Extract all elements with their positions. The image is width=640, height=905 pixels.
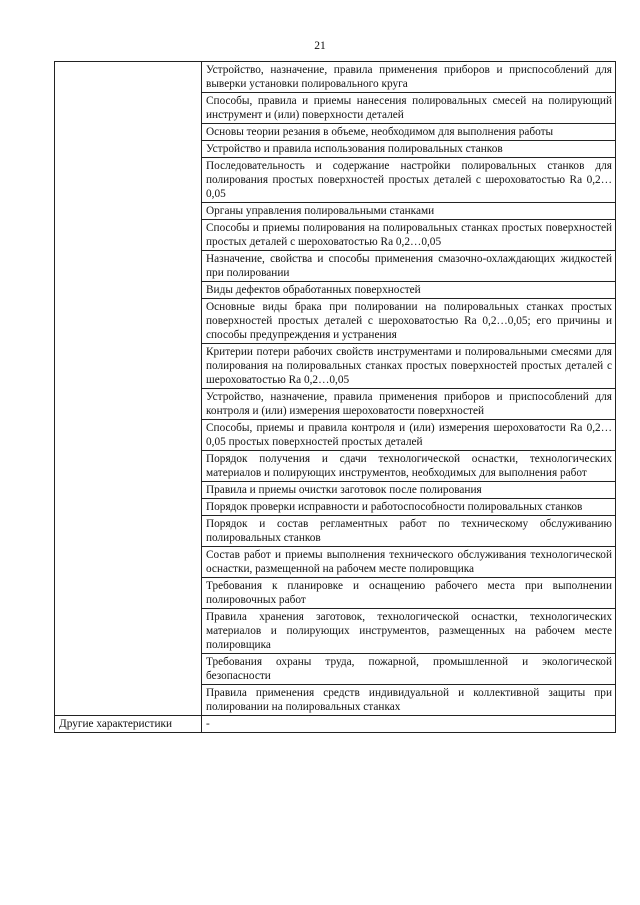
left-header-cell: [55, 62, 202, 716]
knowledge-item: Критерии потери рабочих свойств инструментами и полировальными смесями для полирования на полировальных станках простых поверхностей простых деталей с шероховатостью Ra 0,2…0,05: [202, 344, 616, 389]
knowledge-item: Органы управления полировальными станками: [202, 203, 616, 220]
knowledge-item: Требования к планировке и оснащению рабочего места при выполнении полировочных работ: [202, 578, 616, 609]
table-row: [55, 716, 616, 733]
knowledge-item: Устройство, назначение, правила применения приборов и приспособлений для выверки установки полировального круга: [202, 62, 616, 93]
knowledge-item: Правила хранения заготовок, технологической оснастки, технологических материалов и полирующих инструментов, размещенных на рабочем месте полировщика: [202, 609, 616, 654]
knowledge-item: Виды дефектов обработанных поверхностей: [202, 282, 616, 299]
knowledge-item: Способы, приемы и правила контроля и (или) измерения шероховатости Ra 0,2…0,05 простых поверхностей простых деталей: [202, 420, 616, 451]
knowledge-item: Основные виды брака при полировании на полировальных станках простых поверхностей простых деталей с шероховатостью Ra 0,2…0,05; его причины и способы предупреждения и устранения: [202, 299, 616, 344]
knowledge-item: Основы теории резания в объеме, необходимом для выполнения работы: [202, 124, 616, 141]
knowledge-item: Устройство и правила использования полировальных станков: [202, 141, 616, 158]
table-row: [55, 62, 616, 93]
knowledge-item: Способы, правила и приемы нанесения полировальных смесей на полирующий инструмент и (или) поверхности деталей: [202, 93, 616, 124]
other-characteristics-label: Другие характеристики: [55, 716, 202, 733]
knowledge-item: Способы и приемы полирования на полировальных станках простых поверхностей простых деталей с шероховатостью Ra 0,2…0,05: [202, 220, 616, 251]
knowledge-item: Правила применения средств индивидуальной и коллективной защиты при полировании на полировальных станках: [202, 685, 616, 716]
other-characteristics-value: -: [202, 716, 616, 733]
knowledge-item: Порядок и состав регламентных работ по техническому обслуживанию полировальных станков: [202, 516, 616, 547]
knowledge-item: Назначение, свойства и способы применения смазочно-охлаждающих жидкостей при полировании: [202, 251, 616, 282]
knowledge-item: Последовательность и содержание настройки полировальных станков для полирования простых поверхностей простых деталей с шероховатостью Ra 0,2…0,05: [202, 158, 616, 203]
knowledge-item: Правила и приемы очистки заготовок после полирования: [202, 482, 616, 499]
knowledge-item: Состав работ и приемы выполнения технического обслуживания технологической оснастки, размещенной на рабочем месте полировщика: [202, 547, 616, 578]
knowledge-item: Требования охраны труда, пожарной, промышленной и экологической безопасности: [202, 654, 616, 685]
knowledge-item: Порядок получения и сдачи технологической оснастки, технологических материалов и полирующих инструментов, необходимых для выполнения работ: [202, 451, 616, 482]
knowledge-item: Устройство, назначение, правила применения приборов и приспособлений для контроля и (или) измерения шероховатости поверхностей: [202, 389, 616, 420]
page-number: 21: [314, 40, 326, 52]
knowledge-item: Порядок проверки исправности и работоспособности полировальных станков: [202, 499, 616, 516]
requirements-table: [54, 61, 616, 733]
